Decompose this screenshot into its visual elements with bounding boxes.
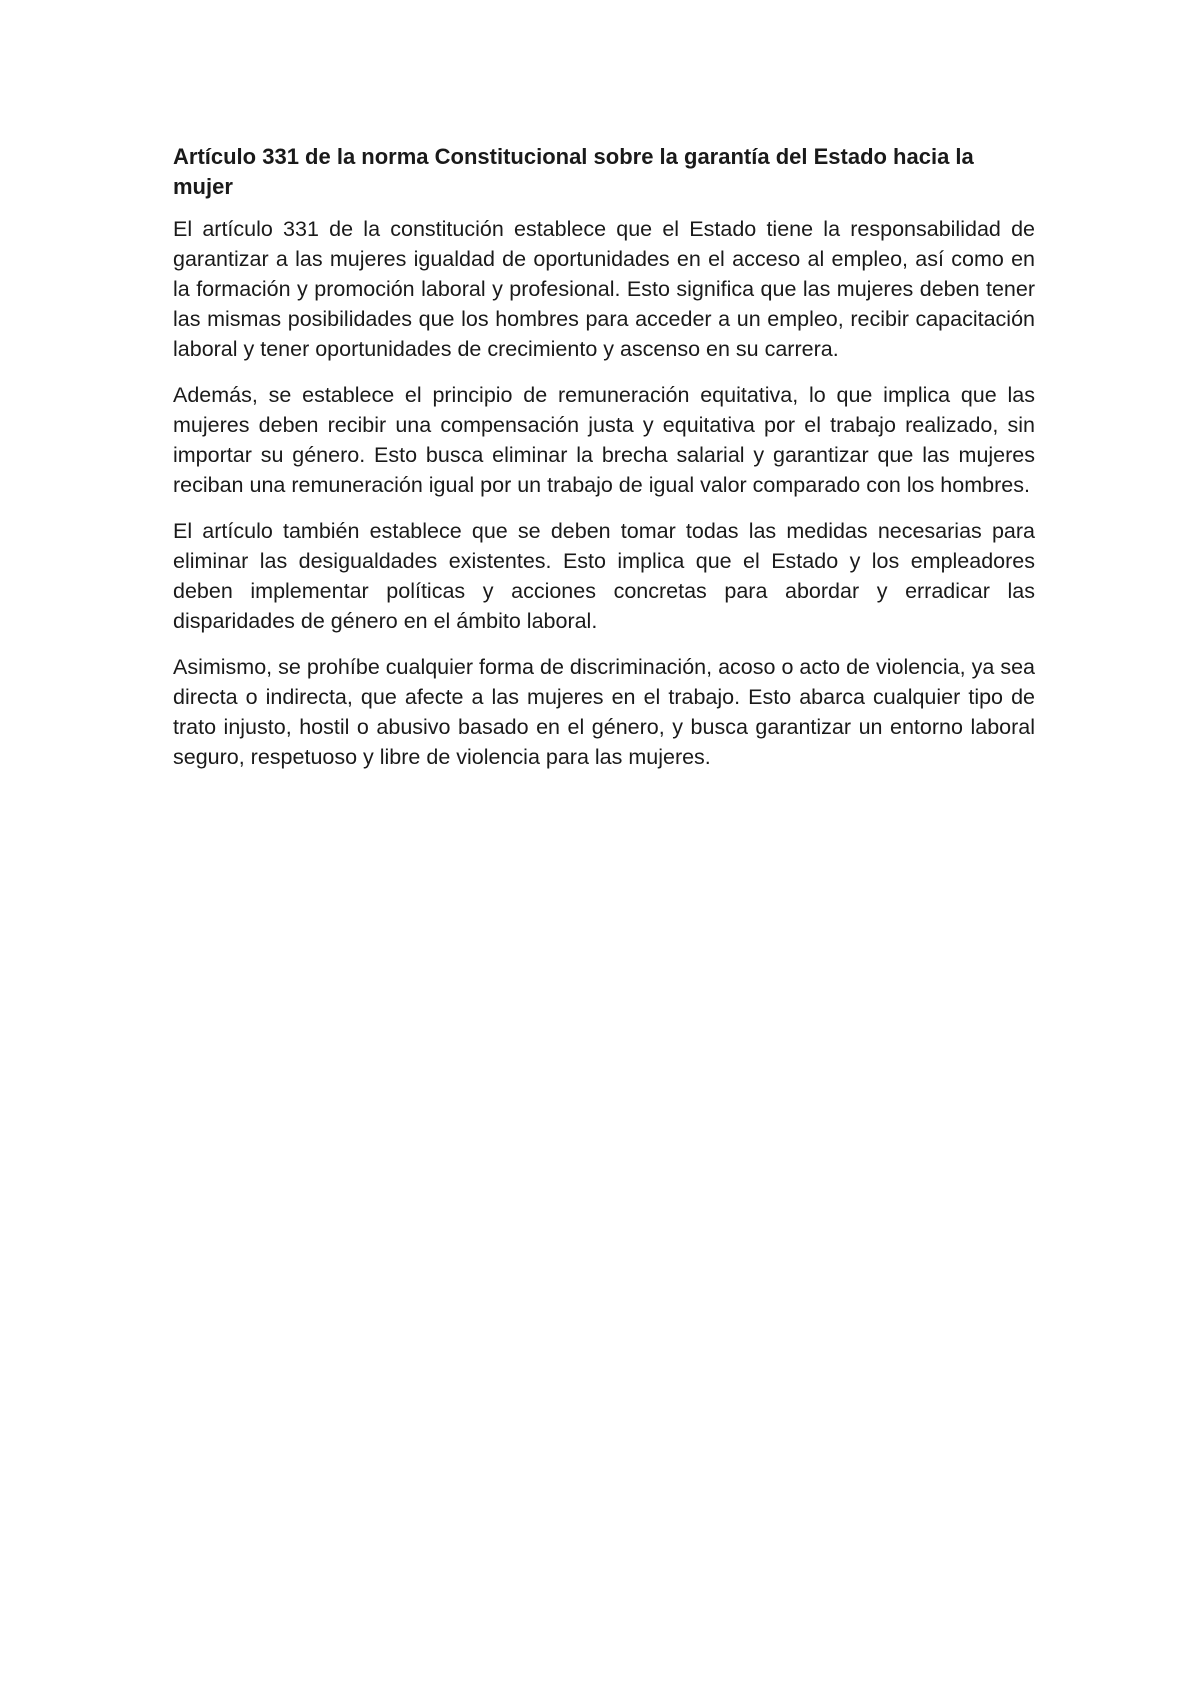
document-body [173, 142, 1035, 788]
paragraph-4: Asimismo, se prohíbe cualquier forma de discriminación, acoso o acto de violencia, ya sea directa o indirecta, que afecte a las mujeres en el trabajo. Esto abarca cualquier tipo de trato injusto, hostil o abusivo basado en el género, y busca garantizar un entorno laboral seguro, respetuoso y libre de violencia para las mujeres. [173, 655, 1035, 769]
paragraph-3: El artículo también establece que se deben tomar todas las medidas necesarias para eliminar las desigualdades existentes. Esto implica que el Estado y los empleadores deben implementar políticas y acciones concretas para abordar y erradicar las disparidades de género en el ámbito laboral. [173, 519, 1035, 633]
paragraph-1: El artículo 331 de la constitución establece que el Estado tiene la responsabilidad de garantizar a las mujeres igualdad de oportunidades en el acceso al empleo, así como en la formación y promoción laboral y profesional. Esto significa que las mujeres deben tener las mismas posibilidades que los hombres para acceder a un empleo, recibir capacitación laboral y tener oportunidades de crecimiento y ascenso en su carrera. [173, 217, 1035, 361]
document-title: Artículo 331 de la norma Constitucional sobre la garantía del Estado hacia la mujer [173, 144, 974, 199]
paragraph-2: Además, se establece el principio de remuneración equitativa, lo que implica que las mujeres deben recibir una compensación justa y equitativa por el trabajo realizado, sin importar su género. Esto busca eliminar la brecha salarial y garantizar que las mujeres reciban una remuneración igual por un trabajo de igual valor comparado con los hombres. [173, 383, 1035, 497]
